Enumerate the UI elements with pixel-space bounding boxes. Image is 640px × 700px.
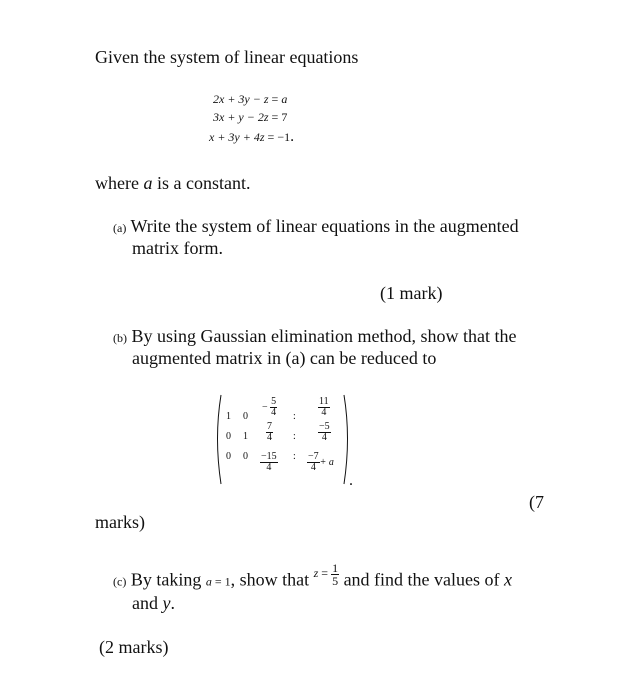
matrix-r3-sep: : — [293, 451, 296, 462]
part-c-marks: (2 marks) — [99, 637, 169, 657]
matrix-r1-c3-num: 5 — [271, 396, 277, 407]
part-c-condition-val: = 1 — [211, 574, 231, 589]
equation-3-rhs: −1 — [277, 130, 291, 144]
part-a-text-1: Write the system of linear equations in the augmented — [130, 216, 519, 236]
part-c-z-den: 5 — [332, 574, 339, 588]
part-a-text-2: matrix form. — [132, 238, 223, 258]
part-c-text-1: By taking — [130, 569, 206, 590]
part-c-x-var: x — [504, 569, 513, 590]
matrix-right-bracket — [344, 395, 348, 484]
part-c-condition — [206, 575, 231, 589]
part-a-marks: (1 mark) — [380, 283, 443, 303]
constant-note-pre: where — [95, 173, 144, 193]
matrix-r1-c3 — [262, 397, 277, 418]
matrix-r3-c3-num: −15 — [261, 451, 277, 462]
matrix-left-bracket — [218, 395, 222, 484]
equation-2-rhs: 7 — [281, 110, 288, 124]
equation-2: 3x + y − 2z = 7 — [213, 110, 288, 124]
equation-2-lhs: 3x + y − 2z — [213, 110, 269, 124]
part-c-line-2-post: . — [170, 593, 175, 613]
matrix-r1-c2: 0 — [243, 411, 248, 422]
part-c-line-2-pre: and — [132, 593, 163, 613]
intro-text: Given the system of linear equations — [95, 47, 359, 67]
part-c-z-expr — [314, 566, 331, 580]
matrix-r1-c1: 1 — [226, 411, 231, 422]
constant-note-var: a — [143, 173, 153, 193]
part-c-y-var: y — [162, 593, 171, 613]
matrix-r2-c1: 0 — [226, 431, 231, 442]
matrix-r3-c3-den: 4 — [260, 462, 278, 473]
part-c-condition-var: a — [205, 574, 212, 589]
part-c-label: (c) — [113, 574, 127, 589]
matrix-r2-rhs — [318, 422, 331, 443]
matrix-period: . — [349, 472, 353, 489]
matrix-r2-sep: : — [293, 431, 296, 442]
matrix-r1-rhs-num: 11 — [319, 396, 329, 407]
constant-note — [95, 173, 250, 194]
part-c-z-fraction — [331, 562, 339, 587]
matrix-r3-c1: 0 — [226, 451, 231, 462]
part-a-label: (a) — [113, 221, 127, 235]
matrix-r3-rhs — [307, 452, 334, 473]
matrix-r3-rhs-extra: + a — [319, 456, 334, 468]
part-c-text-3: and find the values of — [339, 569, 505, 590]
part-c-text-2: , show that — [230, 569, 314, 590]
part-c-line-1 — [113, 561, 513, 594]
matrix-brackets — [212, 390, 362, 490]
matrix-r3-c3 — [260, 452, 278, 473]
part-c-z-eq: = — [318, 565, 332, 580]
equation-1-rhs: a — [281, 92, 288, 106]
part-b-text-2: augmented matrix in (a) can be reduced to — [132, 348, 437, 368]
matrix-r2-c3 — [266, 422, 273, 443]
part-c-line-2 — [132, 593, 175, 614]
matrix-r3-c2: 0 — [243, 451, 248, 462]
part-b-marks-a: (7 — [529, 492, 544, 512]
matrix-r1-c3-fraction — [270, 397, 277, 418]
equation-3-lhs: x + 3y + 4z — [209, 130, 265, 144]
matrix-r1-rhs-den: 4 — [318, 407, 330, 418]
part-b-line-1 — [113, 326, 516, 347]
matrix-r2-c3-num: 7 — [267, 421, 272, 432]
matrix-r2-c2: 1 — [243, 431, 248, 442]
equation-1-lhs: 2x + 3y − z — [213, 92, 269, 106]
matrix-r3-rhs-num: −7 — [308, 451, 319, 462]
matrix-r1-c3-den: 4 — [271, 407, 277, 418]
matrix-r3-rhs-den: 4 — [307, 462, 320, 473]
matrix-r1-rhs — [318, 397, 330, 418]
part-b-text-1: By using Gaussian elimination method, show that the — [131, 326, 517, 346]
matrix-r1-sep: : — [293, 411, 296, 422]
equation-1: 2x + 3y − z = a — [213, 92, 288, 106]
part-b-label: (b) — [113, 331, 127, 345]
matrix-r1-c3-sign: − — [262, 401, 268, 413]
part-c-z-num: 1 — [332, 561, 339, 575]
part-b-marks-b: marks) — [95, 512, 145, 532]
equation-3: x + 3y + 4z = −1. — [209, 128, 295, 145]
matrix-r2-c3-den: 4 — [267, 432, 272, 443]
matrix-r2-rhs-den: 4 — [318, 432, 331, 443]
constant-note-post: is a constant. — [152, 173, 251, 193]
part-c-z-var: z — [313, 565, 319, 580]
matrix-r2-rhs-num: −5 — [319, 421, 330, 432]
part-a-line-1 — [113, 216, 519, 237]
